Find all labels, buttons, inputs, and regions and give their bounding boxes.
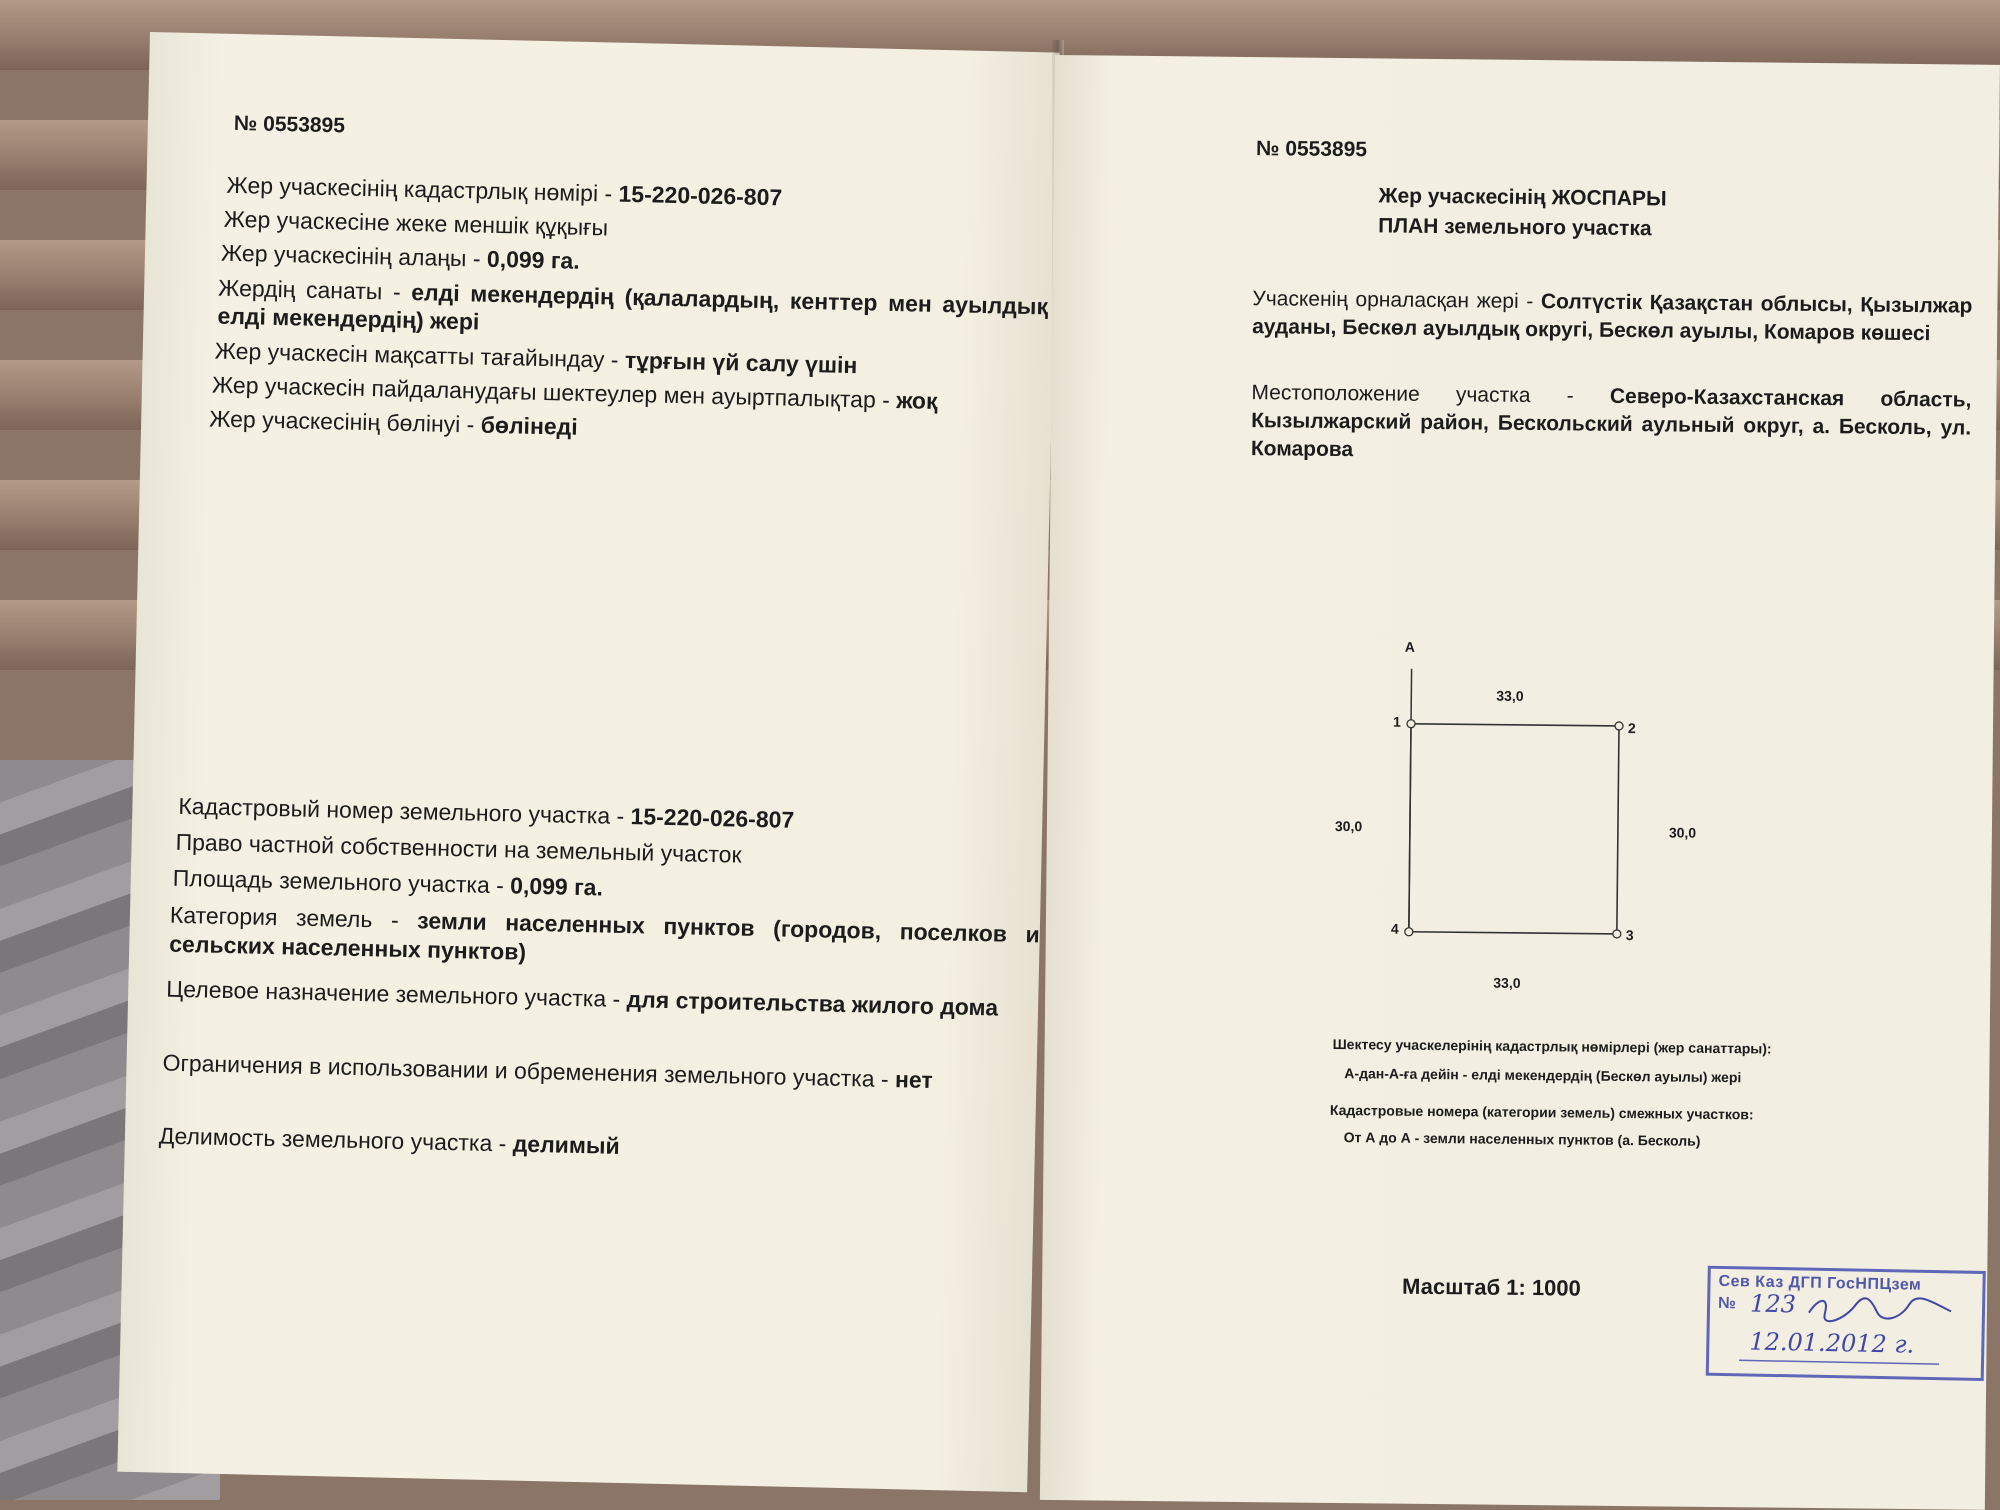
kz-restrictions-line: Жер учаскесін пайдаланудағы шектеулер мен ауыртпалықтар - жоқ <box>211 371 938 414</box>
kz-ownership-line: Жер учаскесіне жеке меншік құқығы <box>223 205 609 241</box>
registration-stamp <box>1706 1266 1986 1381</box>
document-number: № 0553895 <box>233 111 346 138</box>
adjacent-kz-value: А-дан-А-ға дейін - елді мекендердің (Бескөл ауылы) жері <box>1344 1065 1742 1086</box>
dim-right: 30,0 <box>1668 824 1697 841</box>
corner-label-4: 4 <box>1390 920 1399 937</box>
plan-title-ru: ПЛАН земельного участка <box>1378 214 1652 241</box>
stamp-organization: Сев Каз ДГП ГосНПЦзем <box>1718 1272 1922 1294</box>
dim-top: 33,0 <box>1496 687 1524 704</box>
stamp-handwritten-date: 12.01.2012 г. <box>1749 1327 1915 1359</box>
stamp-handwritten-number: 123 <box>1749 1289 1797 1319</box>
right-page <box>1040 55 2000 1510</box>
location-kz: Учаскенің орналасқан жері - Солтүстік Қазақстан облысы, Қызылжар ауданы, Бескөл ауылдық округі, Бескөл ауылы, Комаров көшесі <box>1252 287 1973 346</box>
plan-title-kz: Жер учаскесінің ЖОСПАРЫ <box>1378 184 1667 211</box>
ru-ownership-line: Право частной собственности на земельный участок <box>175 828 742 868</box>
corner-marker-2 <box>1615 722 1623 730</box>
kz-divisibility-line: Жер учаскесінің бөлінуі - бөлінеді <box>208 405 578 440</box>
left-page <box>117 32 1059 1492</box>
axis-label-a: А <box>1404 638 1416 655</box>
ru-area-line: Площадь земельного участка - 0,099 га. <box>172 864 604 901</box>
dim-left: 30,0 <box>1334 817 1363 835</box>
stamp-date-underline <box>1739 1357 1939 1367</box>
adjacent-ru-title: Кадастровые номера (категории земель) смежных участков: <box>1329 1101 1754 1123</box>
corner-label-1: 1 <box>1392 713 1401 730</box>
scale-label: Масштаб 1: 1000 <box>1401 1273 1581 1301</box>
dim-bottom: 33,0 <box>1493 974 1521 991</box>
plot-boundary <box>1409 724 1619 934</box>
kz-purpose-line: Жер учаскесін мақсатты тағайындау - тұрғын үй салу үшін <box>214 337 858 379</box>
ru-divisibility-line: Делимость земельного участка - делимый <box>158 1122 620 1159</box>
ru-cadastral-line: Кадастровый номер земельного участка - 15-220-026-807 <box>178 792 795 833</box>
adjacent-ru-value: От А до А - земли населенных пунктов (а. Бесколь) <box>1343 1129 1701 1149</box>
corner-marker-1 <box>1407 720 1415 728</box>
corner-marker-3 <box>1613 930 1621 938</box>
ru-restrictions-line: Ограничения в использовании и обременения земельного участка - нет <box>162 1049 933 1094</box>
corner-label-3: 3 <box>1625 927 1634 944</box>
ru-purpose-line: Целевое назначение земельного участка - для строительства жилого дома <box>166 975 999 1021</box>
kz-cadastral-line: Жер учаскесінің кадастрлық нөмірі - 15-220-026-807 <box>226 171 783 211</box>
kz-category-line: Жердің санаты - елді мекендердің (қалалардың, кенттер мен ауылдық елді мекендердің) жері <box>217 274 1049 335</box>
corner-label-2: 2 <box>1627 720 1636 737</box>
ru-category-line: Категория земель - земли населенных пунктов (городов, поселков и сельских населенных пунктов) <box>169 901 1041 965</box>
plan-document-number: № 0553895 <box>1255 137 1368 162</box>
corner-marker-4 <box>1405 928 1413 936</box>
stamp-signature <box>1805 1293 1956 1326</box>
adjacent-kz-title: Шектесу учаскелерінің кадастрлық нөмірлері (жер санаттары): <box>1332 1035 1772 1057</box>
stamp-number-label: № <box>1717 1294 1737 1313</box>
location-ru: Местоположение участка - Северо-Казахстанская область, Кызылжарский район, Бескольский аульный округ, а. Бесколь, ул. Комарова <box>1250 381 1972 462</box>
kz-area-line: Жер учаскесінің алаңы - 0,099 га. <box>220 239 580 274</box>
